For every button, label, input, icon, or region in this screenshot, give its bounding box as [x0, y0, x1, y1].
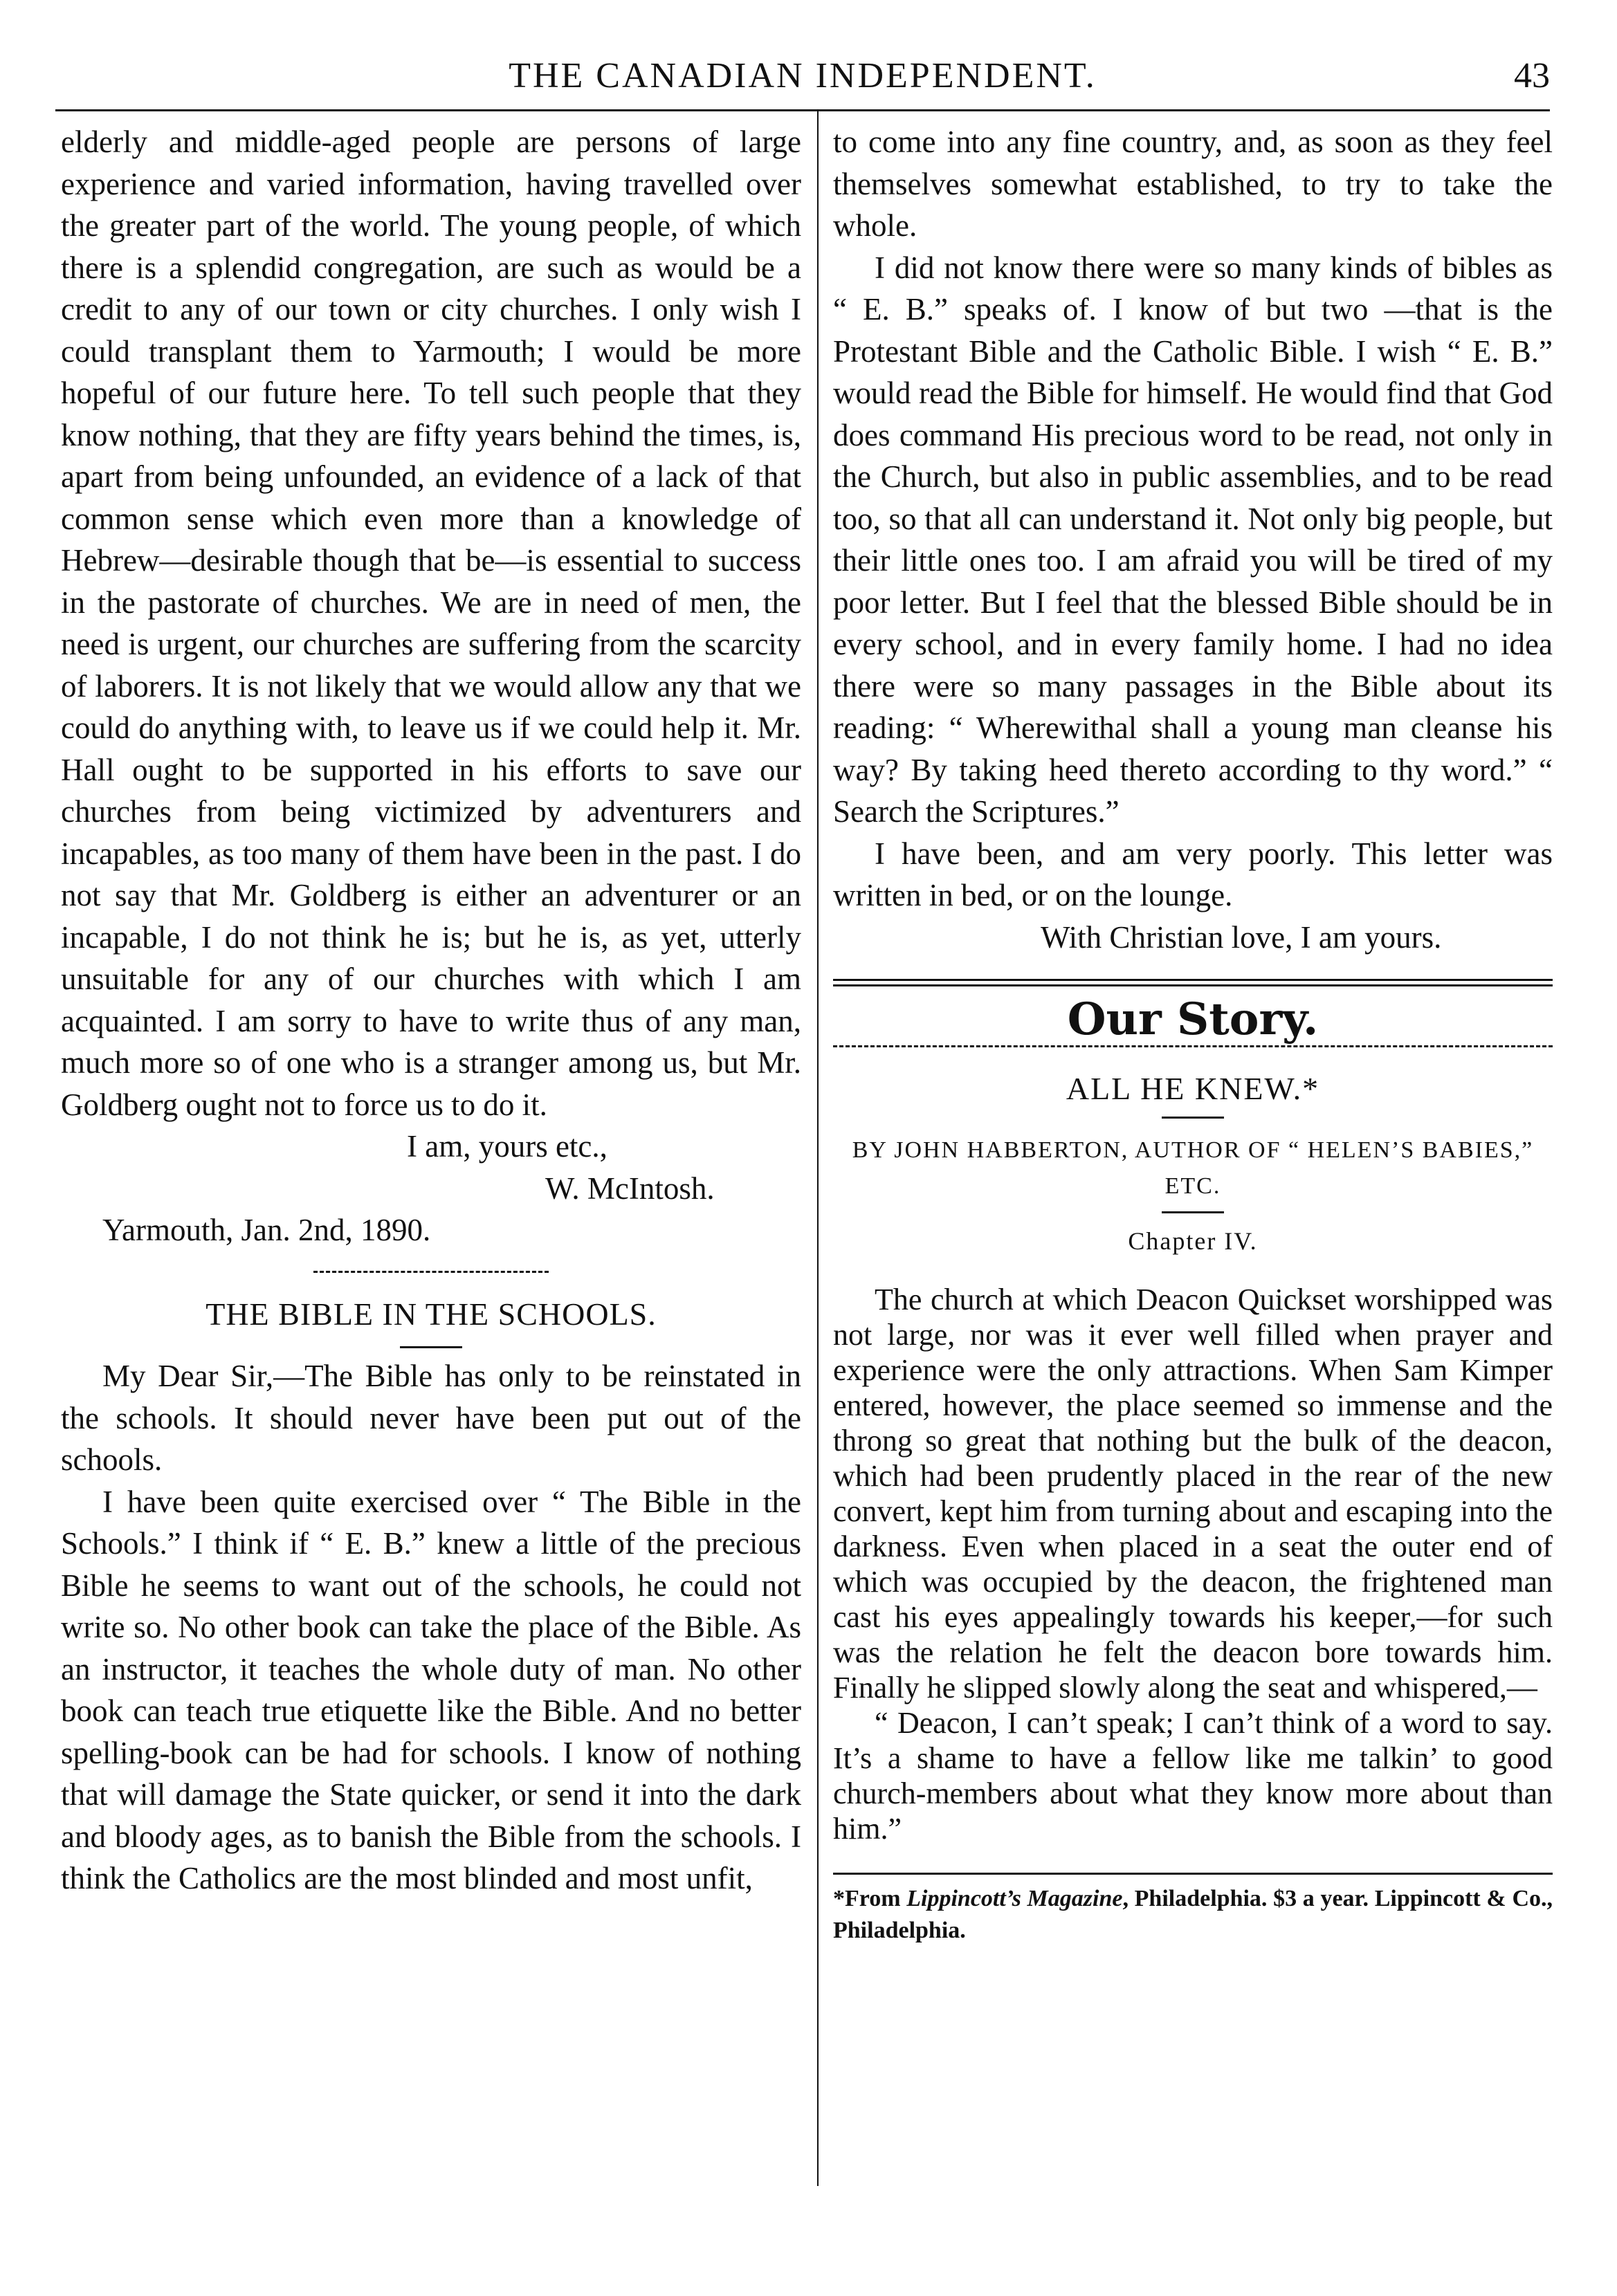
story-byline: BY JOHN HABBERTON, AUTHOR OF “ HELEN’S BABIES,” ETC. — [852, 1137, 1534, 1199]
letter-dateline: Yarmouth, Jan. 2nd, 1890. — [102, 1213, 431, 1247]
page-number: 43 — [1514, 56, 1550, 95]
footnote — [833, 1883, 1553, 1947]
story-title: ALL HE KNEW.* — [1066, 1070, 1320, 1106]
letter-signoff: I am, yours etc., — [407, 1129, 607, 1164]
article-paragraph: I have been quite exercised over “ The Bible in the Schools.” I think if “ E. B.” knew a little of the precious Bible he seems to want out of the schools, he could not write so. No other book can take the place of the Bible. As an instructor, it teaches the whole duty of man. No other book can teach true etiquette like the Bible. And no better spelling-book can be had for schools. I know of nothing that will damage the State quicker, or send it into the dark and bloody ages, as to banish the Bible from the schools. I think the Catholics are the most blinded and most unfit, — [61, 1484, 801, 1895]
header-rule — [55, 109, 1550, 111]
story-body — [833, 1282, 1553, 1846]
article-separator — [313, 1271, 549, 1273]
letter-signature: W. McIntosh. — [545, 1170, 715, 1206]
left-column — [61, 121, 801, 1900]
letter-paragraph: elderly and middle-aged people are persons of large experience and varied information, having travelled over the greater part of the world. The young people, of which there is a splendid congregation, are such as would be a credit to any of our town or city churches. I only wish I could transplant them to Yarmouth; I would be more hopeful of our future here. To tell such people that they know nothing, that they are fifty years behind the times, is, apart from being unfounded, an evidence of a lack of that common sense which even more than a knowledge of Hebrew—desirable though that be—is essential to success in the pastorate of churches. We are in need of men, the need is urgent, our churches are suffering from the scarcity of laborers. It is not likely that we would allow any that we could do anything with, to leave us if we could help it. Mr. Hall ought to be supported in his efforts to save our churches from being victimized by adventurers and incapables, as too many of them have been in the past. I do not say that Mr. Goldberg is either an adventurer or an incapable, I do not think he is; but he is, as yet, utterly unsuitable for any of our churches with which I am acquainted. I am sorry to have to write thus of any man, much more so of one who is a stranger among us, but Mr. Goldberg ought not to force us to do it. — [61, 125, 801, 1122]
column-divider — [817, 111, 819, 2186]
right-column — [833, 121, 1553, 1947]
byline-rule — [1162, 1211, 1224, 1213]
article-paragraph: I did not know there were so many kinds of bibles as “ E. B.” speaks of. I know of but two —that is the Protestant Bible and the Catholic Bible. I wish “ E. B.” would read the Bible for himself. He would find that God does command His precious word to be read, not only in the Church, but also in public assemblies, and to be read too, so that all can understand it. Not only big people, but their little ones too. I am afraid you will be tired of my poor letter. But I feel that the blessed Bible should be in every school, and in every family home. I had no idea there were so many passages in the Bible about its reading: “ Wherewithal shall a young man cleanse his way? By taking heed thereto according to thy word.” “ Search the Scriptures.” — [833, 250, 1553, 829]
chapter-heading: Chapter IV. — [1128, 1227, 1258, 1255]
footnote-rule — [833, 1873, 1553, 1875]
footnote-magazine: Lippincott’s Magazine — [906, 1885, 1123, 1911]
article-heading: THE BIBLE IN THE SCHOOLS. — [205, 1296, 657, 1332]
footnote-lead: *From — [833, 1885, 907, 1911]
article-paragraph: to come into any fine country, and, as soon as they feel themselves somewhat established, to try to take the whole. — [833, 125, 1553, 243]
section-double-rule — [833, 979, 1553, 986]
story-paragraph: “ Deacon, I can’t speak; I can’t think of a word to say. It’s a shame to have a fellow like me talkin’ to good church-members about what they know more about than him.” — [833, 1705, 1553, 1846]
footnote-tail: , Philadelphia. $3 a year. Lippincott & Co., Philadelphia. — [833, 1885, 1553, 1943]
heading-rule — [400, 1346, 462, 1348]
letter-closing: With Christian love, I am yours. — [1041, 919, 1442, 955]
article-paragraph: My Dear Sir,—The Bible has only to be reinstated in the schools. It should never have been put out of the schools. — [61, 1359, 801, 1477]
title-rule — [1162, 1117, 1224, 1119]
section-title: Our Story. — [1067, 993, 1319, 1045]
running-title: THE CANADIAN INDEPENDENT. — [509, 56, 1097, 95]
page-header — [55, 55, 1550, 111]
article-paragraph: I have been, and am very poorly. This letter was written in bed, or on the lounge. — [833, 836, 1553, 912]
story-paragraph: The church at which Deacon Quickset worshipped was not large, nor was it ever well filled when prayer and experience were the only attractions. When Sam Kimper entered, however, the place seemed so immense and the throng so great that nothing but the bulk of the deacon, which had been prudently placed in the rear of the new convert, kept him from turning about and escaping into the darkness. Even when placed in a seat the outer end of which was occupied by the deacon, the frightened man cast his eyes appealingly towards his keeper,—for such was the relation he felt the deacon bore towards him. Finally he slipped slowly along the seat and whispered,— — [833, 1282, 1553, 1705]
